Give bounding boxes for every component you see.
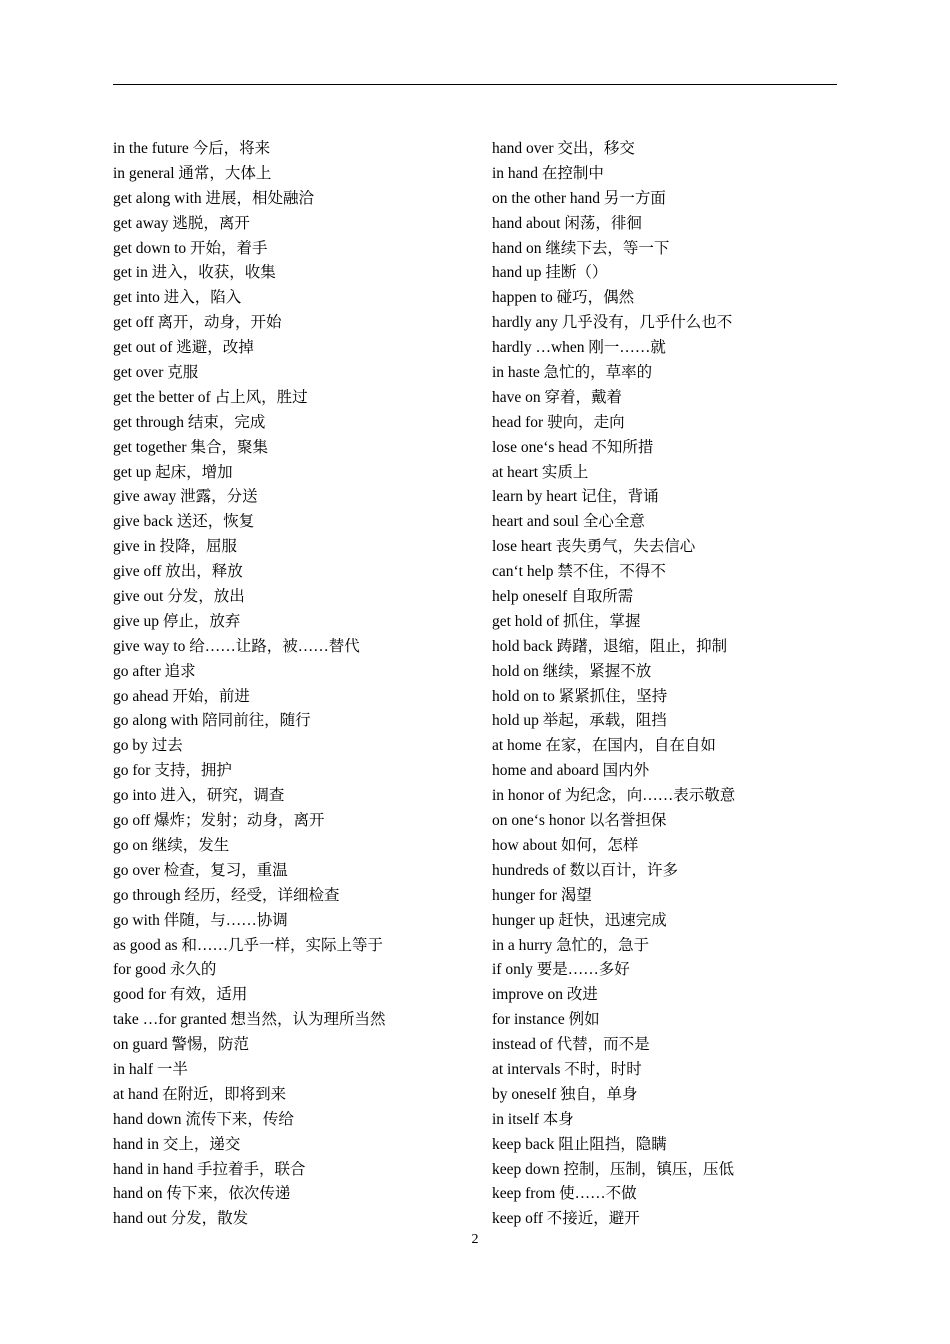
vocab-entry: hold on 继续，紧握不放 (492, 662, 652, 680)
vocab-entry: learn by heart 记住，背诵 (492, 488, 659, 506)
vocab-entry: get along with 进展，相处融洽 (113, 189, 315, 207)
vocab-entry: hundreds of 数以百计，许多 (492, 861, 678, 879)
vocab-entry: for good 永久的 (113, 961, 217, 979)
vocab-entry: give up 停止，放弃 (113, 612, 241, 630)
vocab-entry: for instance 例如 (492, 1011, 600, 1029)
vocab-entry: in half 一半 (113, 1060, 188, 1078)
vocab-entry: get over 克服 (113, 364, 199, 382)
vocab-entry: in general 通常，大体上 (113, 164, 272, 182)
vocab-entry: get into 进入，陷入 (113, 289, 242, 307)
vocab-entry: give away 泄露，分送 (113, 488, 258, 506)
vocab-entry: hand down 流传下来，传给 (113, 1110, 294, 1128)
vocab-entry: at intervals 不时，时时 (492, 1060, 642, 1078)
vocab-entry: get the better of 占上风，胜过 (113, 388, 308, 406)
vocab-entry: have on 穿着，戴着 (492, 388, 623, 406)
vocab-entry: hand on 传下来，依次传递 (113, 1185, 291, 1203)
vocab-entry: in haste 急忙的，草率的 (492, 364, 653, 382)
right-column (492, 137, 837, 1232)
vocab-entry: go ahead 开始，前进 (113, 687, 250, 705)
vocab-entry: go along with 陪同前往，随行 (113, 712, 311, 730)
vocab-entry: home and aboard 国内外 (492, 762, 650, 780)
vocab-entry: at heart 实质上 (492, 463, 589, 481)
vocab-entry: hold on to 紧紧抓住，坚持 (492, 687, 668, 705)
vocab-entry: happen to 碰巧，偶然 (492, 289, 635, 307)
vocab-entry: go with 伴随，与……协调 (113, 911, 288, 929)
vocab-entry: as good as 和……几乎一样，实际上等于 (113, 936, 383, 954)
vocab-entry: get in 进入，收获，收集 (113, 264, 276, 282)
vocab-entry: hand about 闲荡，徘徊 (492, 214, 642, 232)
vocab-entry: hand out 分发，散发 (113, 1210, 249, 1228)
vocab-entry: get hold of 抓住，掌握 (492, 612, 641, 630)
vocab-entry: go off 爆炸；发射；动身，离开 (113, 812, 325, 830)
vocab-entry: take …for granted 想当然，认为理所当然 (113, 1011, 386, 1029)
vocab-entry: hand in hand 手拉着手，联合 (113, 1160, 306, 1178)
vocab-entry: hunger for 渴望 (492, 886, 592, 904)
vocab-entry: at home 在家，在国内，自在自如 (492, 737, 716, 755)
vocab-entry: go on 继续，发生 (113, 836, 230, 854)
vocab-entry: go over 检查，复习，重温 (113, 861, 288, 879)
vocab-entry: hardly any 几乎没有，几乎什么也不 (492, 314, 733, 332)
vocab-entry: get up 起床，增加 (113, 463, 233, 481)
vocab-entry: keep back 阻止阻挡，隐瞒 (492, 1135, 667, 1153)
vocab-entry: give off 放出，释放 (113, 563, 243, 581)
vocab-entry: by oneself 独自，单身 (492, 1085, 638, 1103)
vocab-entry: lose heart 丧失勇气，失去信心 (492, 538, 696, 556)
vocab-entry: go for 支持，拥护 (113, 762, 232, 780)
vocab-entry: on one‘s honor 以名誉担保 (492, 812, 667, 830)
vocab-entry: keep from 使……不做 (492, 1185, 637, 1203)
vocab-entry: hold back 踌躇，退缩，阻止，抑制 (492, 637, 728, 655)
vocab-entry: go through 经历，经受，详细检查 (113, 886, 340, 904)
vocab-entry: lose one‘s head 不知所措 (492, 438, 654, 456)
vocab-entry: can‘t help 禁不住，不得不 (492, 563, 666, 581)
vocab-entry: hardly …when 刚一……就 (492, 339, 666, 357)
left-column (113, 137, 483, 1232)
page-number: 2 (471, 1232, 479, 1247)
vocab-entry: hand in 交上，递交 (113, 1135, 241, 1153)
vocab-entry: in honor of 为纪念，向……表示敬意 (492, 787, 736, 805)
vocab-entry: hand on 继续下去，等一下 (492, 239, 670, 257)
vocab-entry: hand over 交出，移交 (492, 140, 635, 157)
vocab-entry: give out 分发，放出 (113, 588, 245, 606)
vocab-entry: in a hurry 急忙的，急于 (492, 936, 650, 954)
vocab-entry: give back 送还，恢复 (113, 513, 255, 531)
vocab-entry: help oneself 自取所需 (492, 588, 634, 606)
vocab-entry: get down to 开始，着手 (113, 239, 268, 257)
vocab-entry: good for 有效，适用 (113, 986, 248, 1004)
vocab-entry: improve on 改进 (492, 986, 598, 1004)
vocab-entry: at hand 在附近，即将到来 (113, 1085, 287, 1103)
vocab-entry: head for 驶向，走向 (492, 413, 625, 431)
vocab-entry: heart and soul 全心全意 (492, 513, 645, 531)
vocab-entry: hunger up 赶快，迅速完成 (492, 911, 667, 929)
vocab-entry: on the other hand 另一方面 (492, 189, 666, 207)
vocab-entry: keep down 控制，压制，镇压，压低 (492, 1160, 734, 1178)
vocab-entry: hold up 举起，承载，阻挡 (492, 712, 667, 730)
vocab-entry: instead of 代替，而不是 (492, 1036, 650, 1054)
vocab-entry: in itself 本身 (492, 1110, 574, 1128)
vocab-entry: get out of 逃避，改掉 (113, 339, 254, 357)
header-rule (113, 84, 837, 85)
vocab-entry: how about 如何，怎样 (492, 836, 639, 854)
vocab-entry: give in 投降，屈服 (113, 538, 237, 556)
vocab-entry: hand up 挂断（） (492, 264, 608, 282)
vocab-entry: go by 过去 (113, 737, 183, 755)
vocab-entry: in the future 今后，将来 (113, 140, 271, 157)
vocab-entry: in hand 在控制中 (492, 164, 604, 182)
vocab-entry: keep off 不接近，避开 (492, 1210, 640, 1228)
vocab-entry: get away 逃脱，离开 (113, 214, 250, 232)
vocab-entry: get through 结束，完成 (113, 413, 266, 431)
vocab-entry: go into 进入，研究，调查 (113, 787, 285, 805)
vocab-entry: go after 追求 (113, 662, 196, 680)
vocab-entry: get together 集合，聚集 (113, 438, 268, 456)
vocab-entry: give way to 给……让路，被……替代 (113, 637, 360, 655)
vocab-entry: if only 要是……多好 (492, 961, 630, 979)
vocab-entry: get off 离开，动身，开始 (113, 314, 282, 332)
vocab-entry: on guard 警惕，防范 (113, 1036, 250, 1054)
